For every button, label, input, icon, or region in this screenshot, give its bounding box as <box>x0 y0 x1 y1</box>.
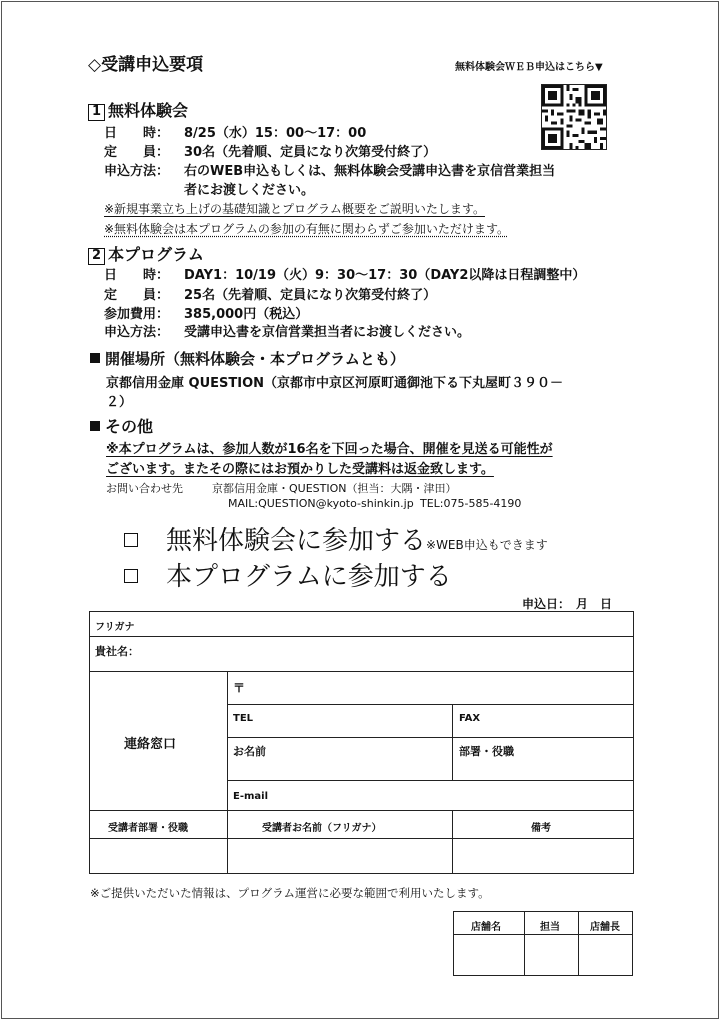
attendee-name-label: 受講者お名前（フリガナ） <box>262 823 382 834</box>
program-fee-value: 385,000円（税込） <box>184 307 309 322</box>
trial-note-2: ※無料体験会は本プログラムの参加の有無に関わらずご参加いただけます。 <box>104 222 509 236</box>
trial-checkbox[interactable] <box>124 533 138 547</box>
venue-address-line1: 京都信用金庫 QUESTION（京都市中京区河原町通御池下る下丸屋町３９０－ <box>106 376 564 391</box>
program-checkbox-label: 本プログラムに参加する <box>166 562 452 592</box>
venue-address-line2: ２） <box>106 395 133 410</box>
tel-label: TEL <box>233 713 254 724</box>
trial-note-1: ※新規事業立ち上げの基礎知識とプログラム概要をご説明いたします。 <box>104 202 485 216</box>
apply-date: 申込日： 月 日 <box>522 597 613 611</box>
venue-title <box>90 348 405 369</box>
trial-date-label: 日 時： <box>104 126 170 141</box>
furigana-field[interactable] <box>90 612 633 636</box>
remarks-label: 備考 <box>531 823 551 834</box>
furigana-label: フリガナ <box>95 622 135 633</box>
program-title-text: 本プログラム <box>108 245 204 264</box>
form-divider <box>89 810 634 811</box>
form-border <box>89 873 634 874</box>
trial-capacity-label: 定 員： <box>104 145 170 160</box>
trial-capacity-value: 30名（先着順、定員になり次第受付終了） <box>184 145 437 160</box>
trial-checkbox-label: 無料体験会に参加する <box>166 526 427 556</box>
postal-label: 〒 <box>233 681 246 695</box>
office-manager-label: 店舗長 <box>590 922 620 933</box>
form-divider <box>227 737 634 738</box>
program-method-value: 受講申込書を京信営業担当者にお渡しください。 <box>184 325 471 340</box>
program-method-label: 申込方法： <box>104 325 170 340</box>
program-date-label: 日 時： <box>104 268 170 283</box>
program-fee-row <box>104 303 308 322</box>
trial-method-label: 申込方法： <box>104 164 170 179</box>
program-checkbox-row <box>124 556 452 593</box>
program-section-title <box>88 242 204 265</box>
privacy-note: ※ご提供いただいた情報は、プログラム運営に必要な範囲で利用いたします。 <box>90 886 490 900</box>
other-title <box>90 414 153 437</box>
remarks-field[interactable] <box>453 839 633 873</box>
program-capacity-label: 定 員： <box>104 288 170 303</box>
venue-title-text: 開催場所（無料体験会・本プログラムとも） <box>105 350 405 368</box>
program-fee-label: 参加費用： <box>104 307 170 322</box>
section-number-2: 2 <box>88 248 105 265</box>
trial-date-row <box>104 122 366 141</box>
fax-label: FAX <box>459 713 481 724</box>
contact-label: お問い合わせ先 <box>106 482 183 495</box>
trial-checkbox-note: ※WEB申込もできます <box>426 538 548 552</box>
contact-tel: TEL:075-585-4190 <box>420 497 522 510</box>
trial-section-title <box>88 98 188 121</box>
trial-title-text: 無料体験会 <box>108 101 189 120</box>
office-divider <box>524 911 525 976</box>
dept-field[interactable] <box>453 758 633 780</box>
program-capacity-value: 25名（先着順、定員になり次第受付終了） <box>184 288 437 303</box>
company-label: 貴社名： <box>95 645 139 658</box>
trial-date-value: 8/25（水）15：00～17：00 <box>184 126 367 141</box>
email-field[interactable] <box>280 781 633 810</box>
square-bullet-icon <box>90 421 100 431</box>
other-note-line1: ※本プログラムは、参加人数が16名を下回った場合、開催を見送る可能性が <box>106 442 553 457</box>
name-field[interactable] <box>228 758 452 780</box>
email-label: E-mail <box>233 791 269 802</box>
program-date-value: DAY1：10/19（火）9：30～17：30（DAY2以降は日程調整中） <box>184 268 586 283</box>
office-divider <box>453 934 633 935</box>
office-branch-label: 店舗名 <box>471 922 501 933</box>
trial-capacity-row <box>104 141 436 160</box>
contact-mail: MAIL:QUESTION@kyoto-shinkin.jp <box>228 497 414 510</box>
other-note-line2: ございます。またその際にはお預かりした受講料は返金致します。 <box>106 462 494 477</box>
office-staff-label: 担当 <box>540 922 560 933</box>
dept-label: 部署・役職 <box>459 745 514 758</box>
contact-org: 京都信用金庫・QUESTION（担当：大隅・津田） <box>212 482 457 495</box>
name-label: お名前 <box>233 745 266 758</box>
attendee-dept-label: 受講者部署・役職 <box>108 823 188 834</box>
address-field[interactable] <box>250 672 633 704</box>
square-bullet-icon <box>90 353 100 363</box>
fax-field[interactable] <box>485 705 633 737</box>
form-border <box>633 611 634 874</box>
trial-checkbox-row <box>124 520 548 557</box>
program-capacity-row <box>104 284 436 303</box>
page-heading: ◇受講申込要項 <box>88 55 204 75</box>
trial-method-line2: 者にお渡しください。 <box>184 183 315 198</box>
qr-code-icon[interactable] <box>541 84 607 150</box>
web-apply-label: 無料体験会ＷＥＢ申込はこちら▼ <box>455 62 603 73</box>
trial-method-line1: 右のWEB申込もしくは、無料体験会受講申込書を京信営業担当 <box>184 164 556 179</box>
trial-method-row <box>104 160 555 179</box>
attendee-dept-field[interactable] <box>90 839 227 873</box>
attendee-name-field[interactable] <box>228 839 452 873</box>
section-number-1: 1 <box>88 104 105 121</box>
program-checkbox[interactable] <box>124 569 138 583</box>
program-date-row <box>104 264 585 283</box>
tel-field[interactable] <box>260 705 452 737</box>
company-field[interactable] <box>150 637 633 671</box>
program-method-row <box>104 321 470 340</box>
other-title-text: その他 <box>105 417 154 436</box>
form-border <box>89 611 90 874</box>
contact-window-label: 連絡窓口 <box>124 737 177 752</box>
office-divider <box>578 911 579 976</box>
